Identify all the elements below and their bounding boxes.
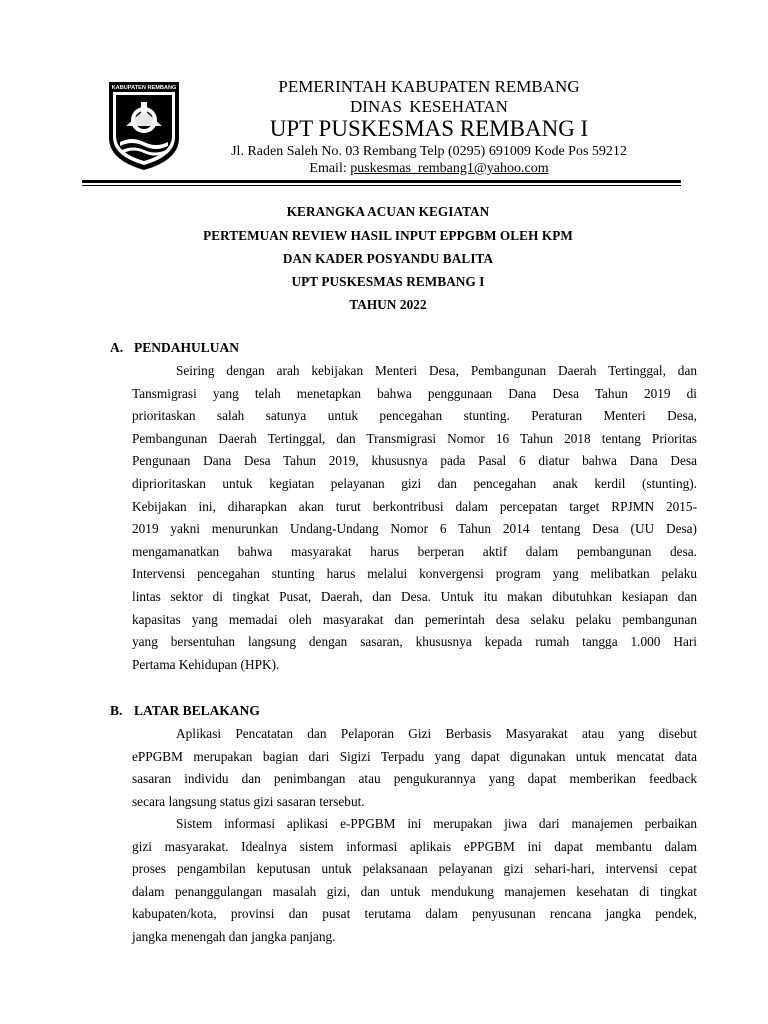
paragraph-line: mengamanatkan bahwa masyarakat harus berperan aktif dalam pembangunan desa. — [132, 543, 697, 559]
paragraph-line: sasaran individu dan penimbangan atau pengukurannya yang dapat memberikan feedback — [132, 771, 697, 787]
letterhead-email — [0, 161, 768, 177]
paragraph-line: Seiring dengan arah kebijakan Menteri Desa, Pembangunan Daerah Tertinggal, dan — [176, 363, 697, 378]
paragraph-latar-belakang-2 — [132, 813, 697, 949]
paragraph-line: 2019 yakni menurunkan Undang-Undang Nomor 6 Tahun 2014 tentang Desa (UU Desa) — [132, 521, 697, 537]
paragraph-line: ePPGBM merupakan bagian dari Sigizi Terpadu yang dapat digunakan untuk mencatat data — [132, 748, 697, 764]
section-number: A. — [110, 340, 124, 355]
document-title-line-1: KERANGKA ACUAN KEGIATAN — [286, 204, 490, 219]
email-label: Email: — [309, 161, 351, 176]
paragraph-line: Kebijakan ini, diharapkan akan turut berkontribusi dalam percepatan target RPJMN 2015- — [132, 498, 697, 514]
paragraph-line: Pengunaan Dana Desa Tahun 2019, khususnya pada Pasal 6 diatur bahwa Dana Desa — [132, 453, 697, 469]
document-title-line-5: TAHUN 2022 — [349, 297, 427, 312]
paragraph-line: gizi masyarakat. Idealnya sistem informasi aplikais ePPGBM ini dapat membantu dalam — [132, 838, 697, 854]
paragraph-line: proses pengambilan keputusan untuk pelaksanaan pelayanan gizi sehari-hari, intervensi cepat — [132, 861, 697, 877]
paragraph-pendahuluan — [132, 360, 697, 676]
paragraph-line: Aplikasi Pencatatan dan Pelaporan Gizi Berbasis Masyarakat atau yang disebut — [176, 726, 697, 741]
section-heading-pendahuluan — [110, 340, 239, 356]
document-title-line-4: UPT PUSKESMAS REMBANG I — [291, 274, 485, 289]
paragraph-line: jangka menengah dan jangka panjang. — [132, 928, 336, 944]
document-title-line-3: DAN KADER POSYANDU BALITA — [282, 251, 494, 266]
paragraph-line: kapasitas yang memadai oleh masyarakat dan pemerintah desa selaku pelaku pembangunan — [132, 611, 697, 627]
letterhead-address: Jl. Raden Saleh No. 03 Rembang Telp (0295) 691009 Kode Pos 59212 — [231, 144, 627, 159]
paragraph-line: dalam penanggulangan masalah gizi, dan untuk mendukung manajemen kesehatan di tingkat — [132, 883, 697, 899]
logo-lettering: KABUPATEN REMBANG — [111, 85, 177, 91]
paragraph-line: diprioritaskan untuk kegiatan pelayanan gizi dan pencegahan anak kerdil (stunting). — [132, 475, 697, 491]
section-number: B. — [110, 703, 123, 718]
letterhead-institution: UPT PUSKESMAS REMBANG I — [269, 116, 589, 141]
paragraph-line: prioritaskan salah satunya untuk pencegahan stunting. Peraturan Menteri Desa, — [132, 408, 697, 424]
document-title-line-2: PERTEMUAN REVIEW HASIL INPUT EPPGBM OLEH KPM — [203, 228, 573, 243]
letterhead-rule-thin — [82, 185, 681, 186]
paragraph-line: Intervensi pencegahan stunting harus melalui konvergensi program yang melibatkan pelaku — [132, 566, 697, 582]
letterhead-rule-thick — [82, 180, 681, 183]
letterhead-department: DINAS KESEHATAN — [350, 97, 508, 116]
paragraph-line: kabupaten/kota, provinsi dan pusat terutama dalam penyusunan rencana jangka pendek, — [132, 906, 697, 922]
email-link[interactable]: puskesmas_rembang1@yahoo.com — [350, 161, 549, 176]
paragraph-line: Pembangunan Daerah Tertinggal, dan Transmigrasi Nomor 16 Tahun 2018 tentang Prioritas — [132, 430, 697, 446]
paragraph-latar-belakang-1 — [132, 723, 697, 813]
paragraph-line: Sistem informasi aplikasi e-PPGBM ini merupakan jiwa dari manajemen perbaikan — [176, 816, 697, 831]
paragraph-line: secara langsung status gizi sasaran tersebut. — [132, 793, 365, 809]
letterhead-government: PEMERINTAH KABUPATEN REMBANG — [278, 77, 580, 96]
section-heading-latar-belakang — [110, 703, 260, 719]
section-title: LATAR BELAKANG — [134, 703, 260, 718]
section-title: PENDAHULUAN — [134, 340, 240, 355]
paragraph-line: yang bersentuhan langsung dengan sasaran, khususnya kepada rumah tangga 1.000 Hari — [132, 634, 697, 650]
paragraph-line: Tansmigrasi yang telah menetapkan bahwa penggunaan Dana Desa Tahun 2019 di — [132, 385, 697, 401]
paragraph-line: lintas sektor di tingkat Pusat, Daerah, dan Desa. Untuk itu makan dibutuhkan kesiapan dan — [132, 588, 697, 604]
paragraph-line: Pertama Kehidupan (HPK). — [132, 656, 280, 672]
